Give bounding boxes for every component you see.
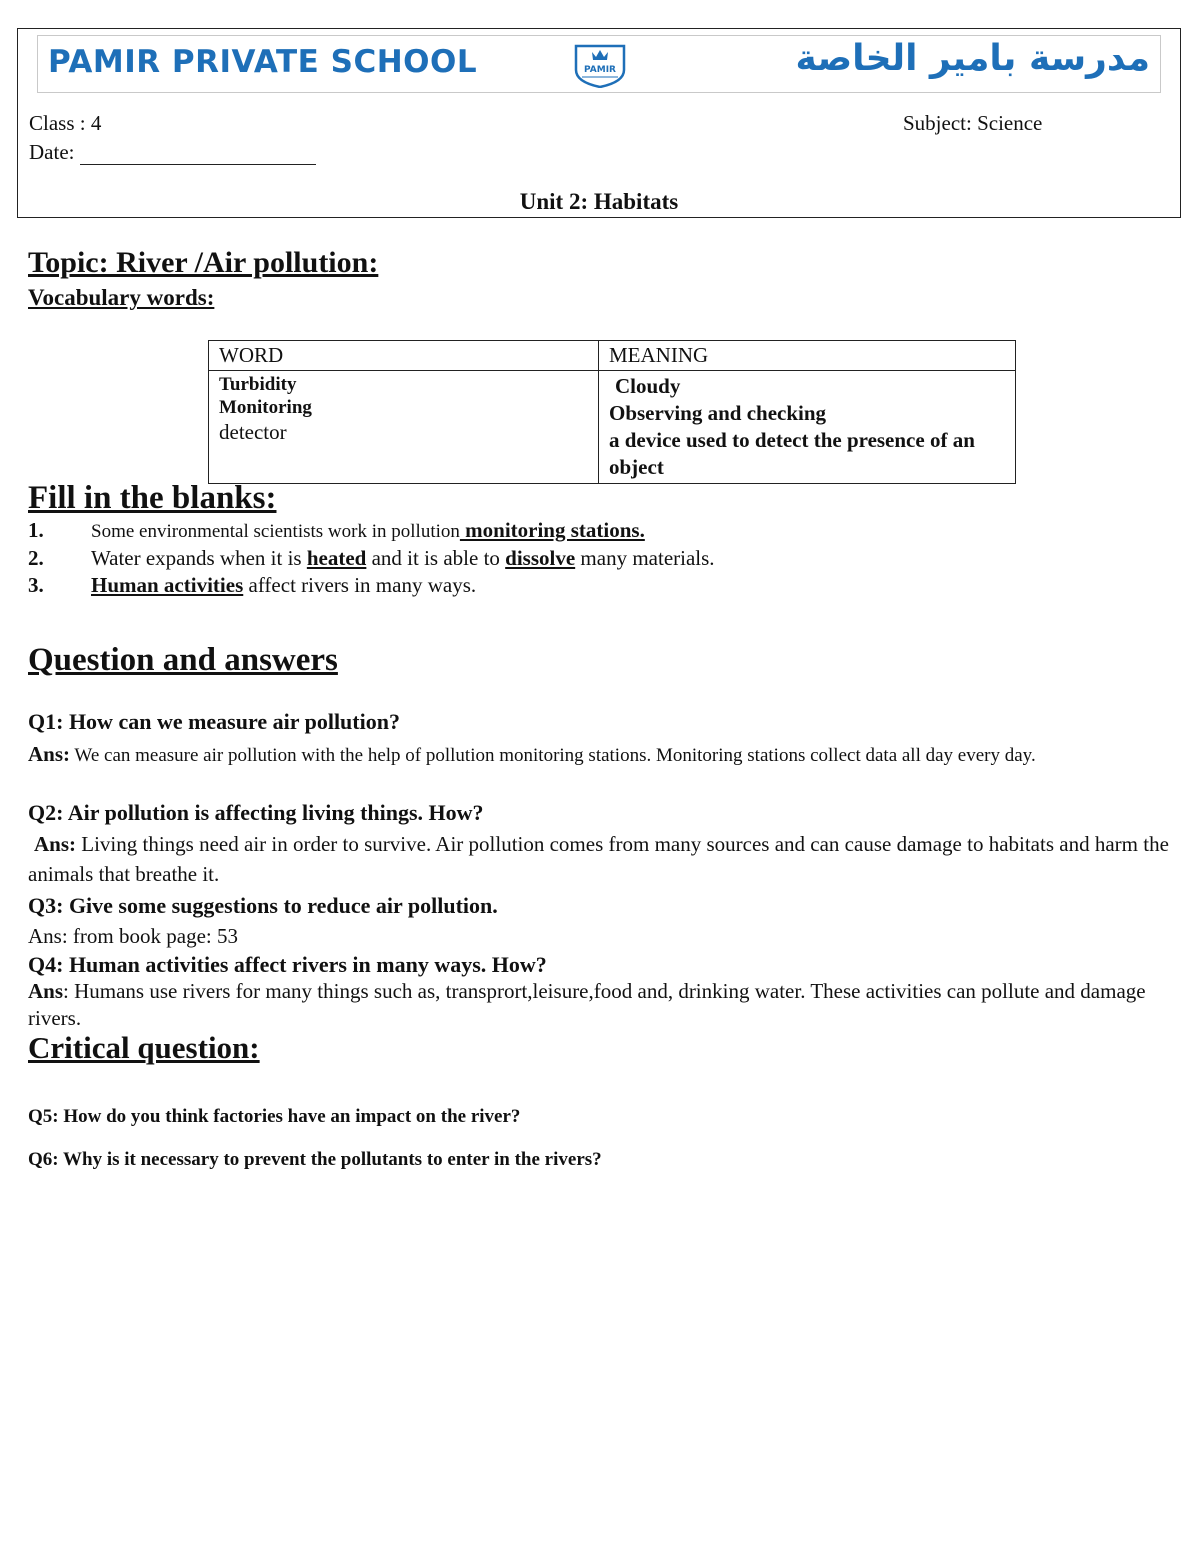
school-name-arabic: مدرسة بامير الخاصة (795, 38, 1150, 79)
header-box (17, 28, 1181, 218)
answer-text: We can measure air pollution with the help of pollution monitoring stations. Monitoring stations collect data all day every day. (70, 745, 1036, 766)
topic-heading: Topic: River /Air pollution: (28, 246, 379, 279)
vocabulary-table-row (209, 371, 1016, 484)
list-item (28, 573, 715, 601)
answer-2 (28, 829, 1170, 889)
list-item (28, 546, 715, 574)
qa-heading: Question and answers (28, 642, 338, 678)
blank-answer: Human activities (91, 573, 244, 597)
vocab-meaning: Observing and checking (609, 401, 827, 425)
item-text: many materials. (575, 545, 715, 570)
meanings-cell (599, 371, 1016, 484)
words-cell (209, 371, 599, 484)
school-name-english: PAMIR PRIVATE SCHOOL (48, 44, 478, 80)
list-item (28, 518, 715, 546)
unit-title: Unit 2: Habitats (519, 189, 679, 214)
vocab-meaning: a device used to detect the presence of an object (609, 428, 975, 479)
answer-1 (28, 739, 1170, 771)
school-crest-logo (570, 40, 630, 88)
question-6: Q6: Why is it necessary to prevent the pollutants to enter in the rivers? (28, 1149, 602, 1170)
class-label: Class : 4 (29, 111, 102, 135)
school-banner (37, 35, 1161, 93)
item-number: 1. (28, 518, 44, 542)
item-text: Some environmental scientists work in pollution (91, 521, 460, 542)
item-text: affect rivers in many ways. (243, 573, 477, 597)
blank-answer: monitoring stations. (459, 518, 645, 542)
item-text: Water expands when it is (91, 545, 307, 570)
vocab-meaning: Cloudy (615, 374, 681, 398)
fill-blanks-heading: Fill in the blanks: (28, 480, 277, 516)
question-3: Q3: Give some suggestions to reduce air pollution. (28, 893, 498, 918)
answer-text: Living things need air in order to survive. Air pollution comes from many sources and can cause damage to habitats and harm the animals that breathe it. (28, 832, 1169, 886)
vocab-word: Turbidity (219, 374, 297, 395)
date-label: Date: (29, 140, 75, 164)
answer-label: Ans (28, 979, 64, 1003)
item-text: and it is able to (366, 545, 506, 570)
question-1: Q1: How can we measure air pollution? (28, 709, 400, 734)
vocabulary-table (208, 340, 1016, 484)
question-5: Q5: How do you think factories have an impact on the river? (28, 1106, 521, 1127)
critical-question-heading: Critical question: (28, 1030, 260, 1065)
question-4: Q4: Human activities affect rivers in many ways. How? (28, 952, 547, 977)
question-2: Q2: Air pollution is affecting living things. How? (28, 800, 484, 825)
vocabulary-table-header (209, 341, 1016, 371)
answer-label: Ans: (28, 742, 71, 766)
blank-answer: dissolve (505, 545, 576, 570)
col-meaning-header: MEANING (599, 341, 1016, 371)
blank-answer: heated (306, 545, 367, 570)
item-number: 3. (28, 573, 44, 597)
vocab-word: detector (219, 420, 287, 444)
date-row (29, 140, 316, 165)
answer-4 (28, 978, 1170, 1032)
fill-blanks-list (28, 518, 715, 601)
answer-text: : Humans use rivers for many things such as, transprort,leisure,food and, drinking water. These activities can pollute and damage rivers. (28, 979, 1146, 1030)
date-blank-line[interactable] (80, 144, 316, 165)
answer-3: Ans: from book page: 53 (28, 924, 238, 948)
svg-text:PAMIR: PAMIR (584, 65, 616, 75)
answer-label: Ans: (34, 832, 77, 856)
item-number: 2. (28, 545, 44, 570)
subject-label: Subject: Science (903, 111, 1043, 135)
vocabulary-heading: Vocabulary words: (28, 285, 215, 310)
col-word-header: WORD (209, 341, 599, 371)
vocab-word: Monitoring (219, 397, 312, 418)
